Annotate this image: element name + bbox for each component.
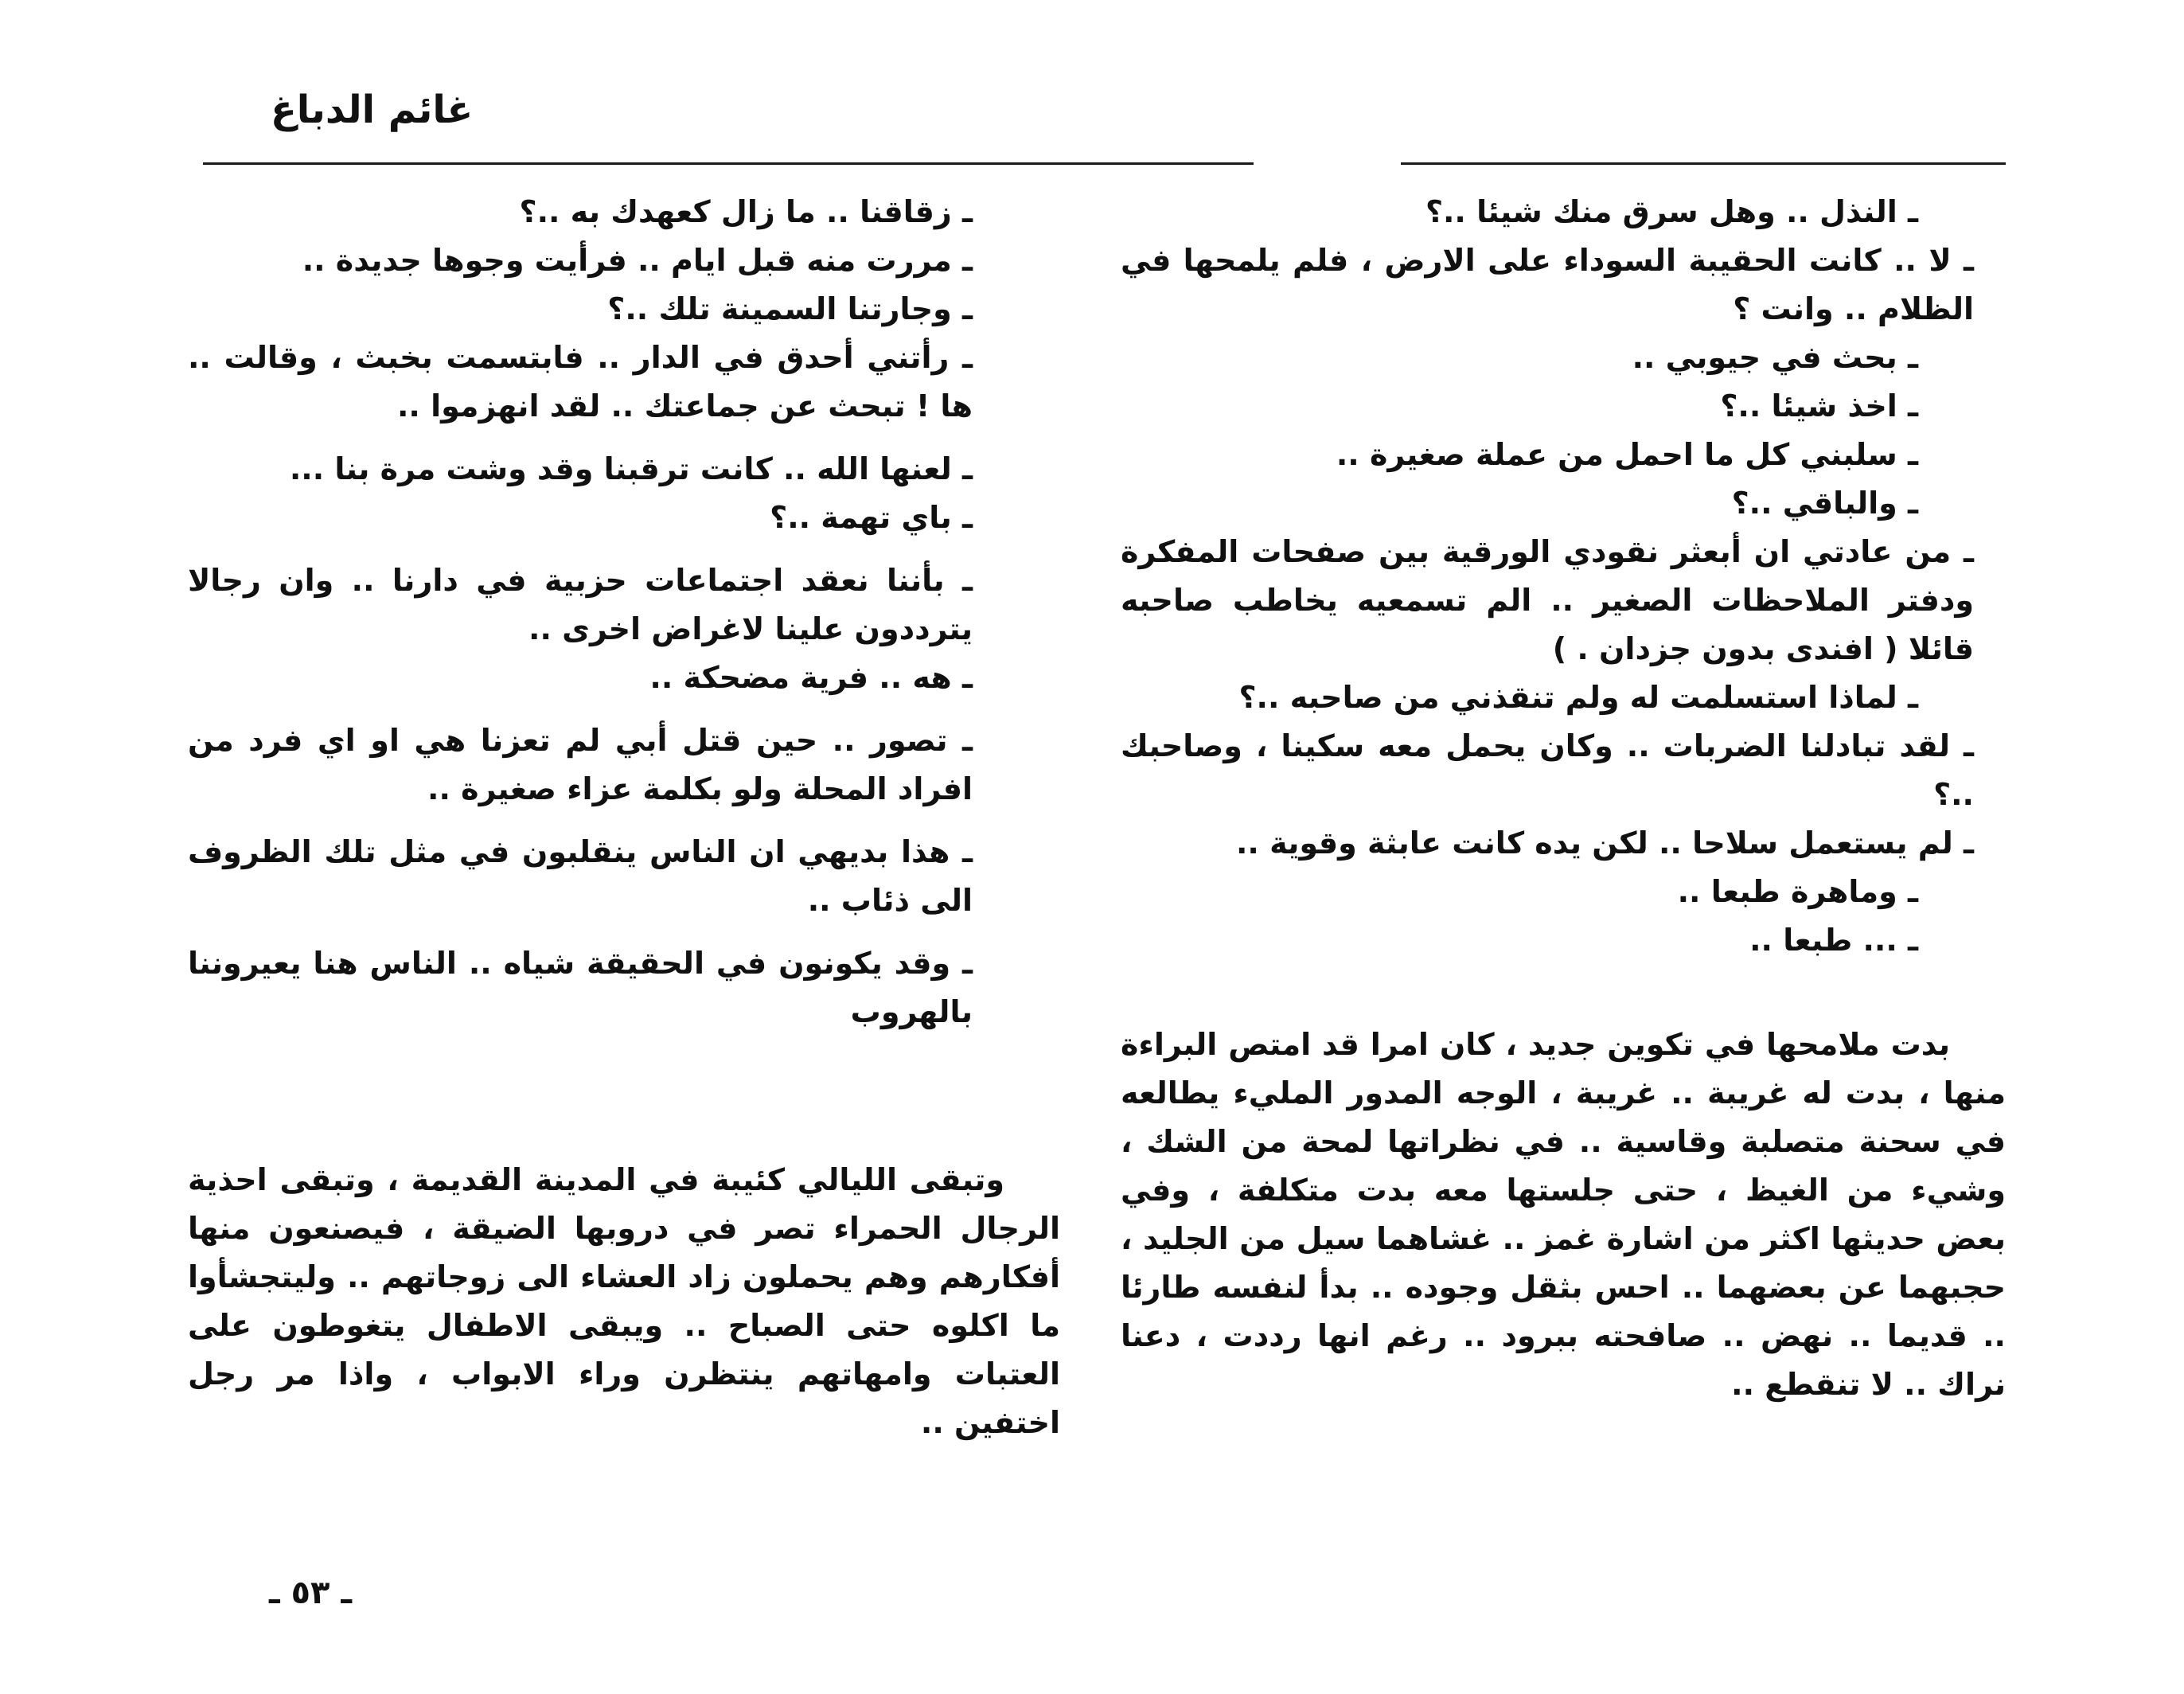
dialogue-line: ـ هذا بديهي ان الناس ينقلبون في مثل تلك الظروف الى ذئاب .. [188,834,973,918]
paragraph-gap [188,814,1060,828]
dialogue-line: ـ النذل .. وهل سرق منك شيئا ..؟ [1425,194,1918,229]
paragraph-gap [1121,965,2006,1021]
page-number: ـ ٥٣ ـ [268,1575,353,1611]
dialogue-line: ـ لعنها الله .. كانت ترقبنا وقد وشت مرة بنا ... [289,451,973,486]
running-title: غائم الدباغ [271,88,474,132]
dialogue-line: ـ سلبني كل ما احمل من عملة صغيرة .. [1336,437,1918,472]
dialogue-line: ـ لم يستعمل سلاحا .. لكن يده كانت عابثة وقوية .. [1235,826,1974,861]
dialogue-line: ـ والباقي ..؟ [1731,486,1918,521]
header-rule-left [203,162,1254,165]
left-column [188,188,1060,1447]
dialogue-line: ـ وماهرة طبعا .. [1677,874,1918,909]
paragraph-gap [188,542,1060,556]
paragraph-gap [188,702,1060,716]
paragraph-gap [188,925,1060,939]
dialogue-line: ـ زقاقنا .. ما زال كعهدك به ..؟ [519,194,973,229]
dialogue-line: ـ وجارتنا السمينة تلك ..؟ [607,291,973,326]
dialogue-line: ـ لماذا استسلمت له ولم تنقذني من صاحبه ..؟ [1238,680,1918,715]
dialogue-line: ـ بأننا نعقد اجتماعات حزبية في دارنا .. وان رجالا يترددون علينا لاغراض اخرى .. [188,563,973,646]
narrative-paragraph: بدت ملامحها في تكوين جديد ، كان امرا قد امتص البراءة منها ، بدت له غريبة .. غريبة ، الوجه المدور المليء يطالعه في سحنة متصلبة وقاسية .. في نظراتها لمحة من الشك ، وشيء من الغيظ ، حتى جلستها معه بدت متكلفة ، وفي بعض حديثها اكثر من اشارة غمز .. غشاهما سيل من الجليد ، حجبهما عن بعضهما .. احس بثقل وجوده .. بدأ لنفسه طارئا .. قديما .. نهض .. صافحته ببرود .. رغم انها رددت ، دعنا نراك .. لا تنقطع .. [1121,1027,2006,1402]
paragraph-gap [188,1036,1060,1156]
dialogue-line: ـ وقد يكونون في الحقيقة شياه .. الناس هنا يعيروننا بالهروب [188,946,973,1029]
dialogue-line: ـ ... طبعا .. [1749,923,1918,958]
paragraph-gap [188,431,1060,445]
dialogue-line: ـ لا .. كانت الحقيبة السوداء على الارض ، فلم يلمحها في الظلام .. وانت ؟ [1121,243,1974,326]
dialogue-line: ـ لقد تبادلنا الضربات .. وكان يحمل معه سكينا ، وصاحبك ..؟ [1121,728,1974,812]
dialogue-line: ـ باي تهمة ..؟ [770,500,973,535]
dialogue-line: ـ هه .. فرية مضحكة .. [649,660,973,695]
right-column [1121,188,2006,1409]
dialogue-line: ـ مررت منه قبل ايام .. فرأيت وجوها جديدة .. [302,243,973,278]
dialogue-line: ـ رأتني أحدق في الدار .. فابتسمت بخبث ، وقالت .. ها ! تبحث عن جماعتك .. لقد انهزموا .. [188,340,973,424]
dialogue-line: ـ بحث في جيوبي .. [1632,340,1918,375]
header-rule-right [1401,162,2006,165]
dialogue-line: ـ اخذ شيئا ..؟ [1720,388,1918,424]
dialogue-line: ـ تصور .. حين قتل أبي لم تعزنا هي او اي فرد من افراد المحلة ولو بكلمة عزاء صغيرة .. [188,723,973,806]
narrative-paragraph: وتبقى الليالي كئيبة في المدينة القديمة ، وتبقى احذية الرجال الحمراء تصر في دروبها الضيقة ، فيصنعون منها أفكارهم وهم يحملون زاد العشاء الى زوجاتهم .. وليتجشأوا ما اكلوه حتى الصباح .. ويبقى الاطفال يتغوطون على العتبات وامهاتهم ينتظرن وراء الابواب ، واذا مر رجل اختفين .. [188,1162,1060,1440]
dialogue-line: ـ من عادتي ان أبعثر نقودي الورقية بين صفحات المفكرة ودفتر الملاحظات الصغير .. الم تسمعيه يخاطب صاحبه قائلا ( افندى بدون جزدان . ) [1121,534,1974,666]
